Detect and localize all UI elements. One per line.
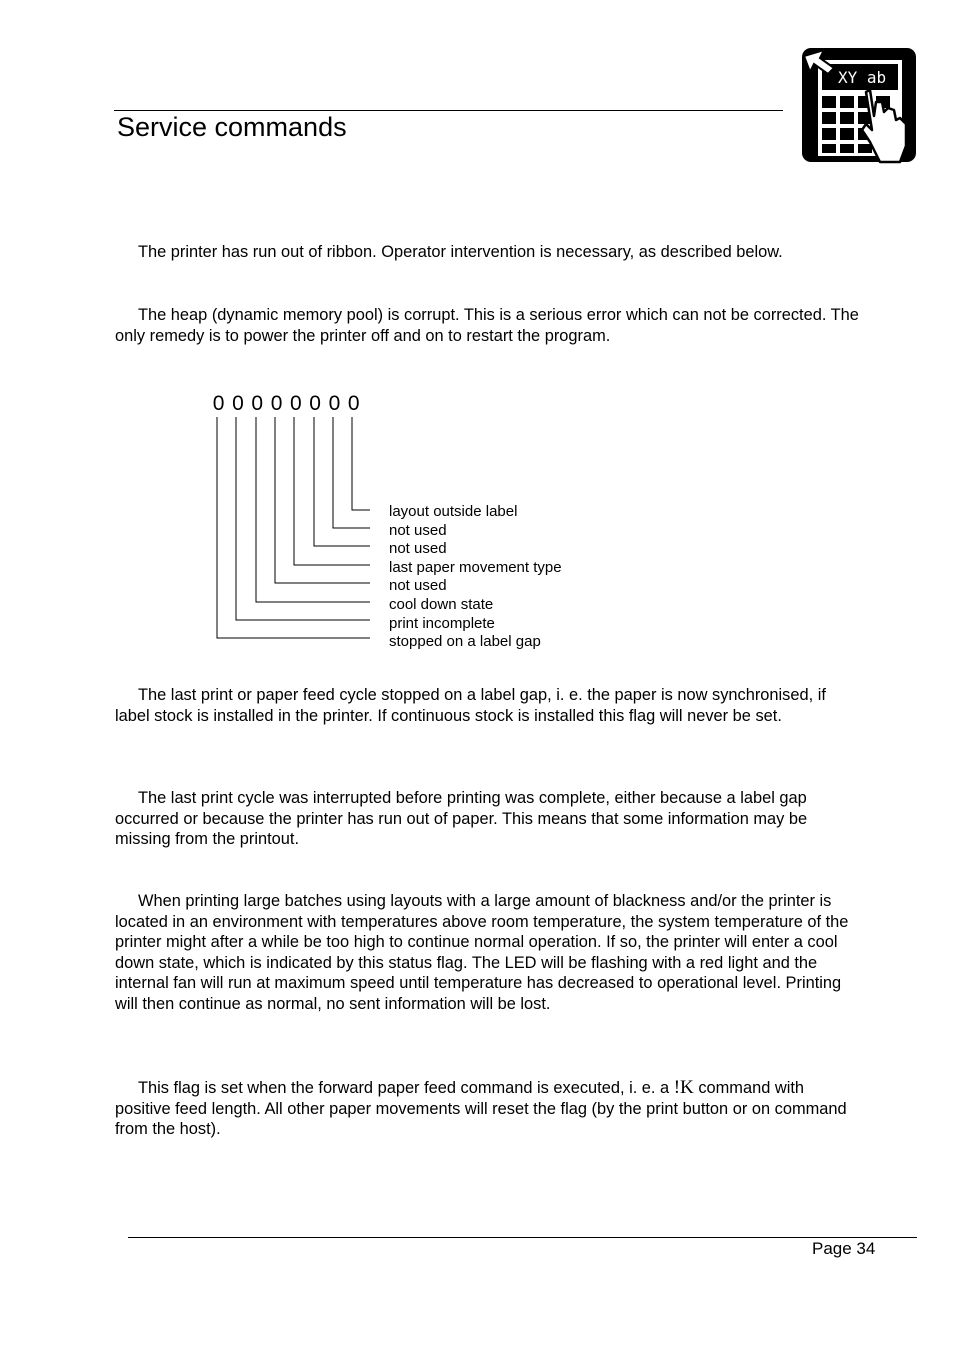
print-incomplete-paragraph: The last print cycle was interrupted before printing was complete, either because a label gap occurred or because the printer has run out of paper. This means that some information may be missing from the printout. <box>115 789 808 848</box>
status-bits <box>209 392 363 416</box>
feed-command: !K <box>673 1077 694 1098</box>
calculator-logo <box>800 46 918 164</box>
bit-label: not used <box>389 577 447 595</box>
bit-5: 0 <box>251 392 264 415</box>
heap-paragraph: The heap (dynamic memory pool) is corrupt. This is a serious error which can not be corrected. The only remedy is to power the printer off and on to restart the program. <box>115 306 859 345</box>
status-bit-diagram <box>200 390 620 655</box>
bit-6: 0 <box>232 392 244 415</box>
ribbon-paragraph: The printer has run out of ribbon. Operator intervention is necessary, as described below. <box>138 243 783 261</box>
bit-1: 0 <box>328 392 341 415</box>
footer-rule <box>128 1237 917 1238</box>
bit-7: 0 <box>212 392 225 415</box>
bit-0: 0 <box>347 392 360 415</box>
bit-label: print incomplete <box>389 614 495 632</box>
bit-3: 0 <box>289 392 302 415</box>
bit-label: stopped on a label gap <box>389 633 541 651</box>
page-title: Service commands <box>117 112 347 142</box>
bit-label: layout outside label <box>389 503 518 520</box>
bit-label: not used <box>389 540 447 558</box>
bit-labels <box>389 503 562 652</box>
bit-label: cool down state <box>389 595 494 613</box>
label-gap-paragraph: The last print or paper feed cycle stopped on a label gap, i. e. the paper is now synchronised, if label stock is installed in the printer. If continuous stock is installed this flag will never be set. <box>115 686 826 725</box>
page-number: Page 34 <box>812 1239 876 1258</box>
bit-4: 0 <box>270 392 283 415</box>
header-rule <box>114 110 783 111</box>
bit-label: last paper movement type <box>389 558 562 576</box>
bit-label: not used <box>389 521 447 539</box>
logo-text: XY ab <box>838 68 887 87</box>
paper-feed-paragraph: This flag is set when the forward paper feed command is executed, i. e. a !K command with positive feed length. All other paper movements will reset the flag (by the print button or on command from the host). <box>115 1077 847 1138</box>
cool-down-paragraph: When printing large batches using layouts with a large amount of blackness and/or the printer is located in an environment with temperatures above room temperature, the system temperature of the printer might after a while be too high to continue normal operation. If so, the printer will enter a cool down state, which is indicated by this status flag. The LED will be flashing with a red light and the internal fan will run at maximum speed until temperature has decreased to operational level. Printing will then continue as normal, no sent information will be lost. <box>115 892 849 1013</box>
bit-2: 0 <box>309 392 321 415</box>
